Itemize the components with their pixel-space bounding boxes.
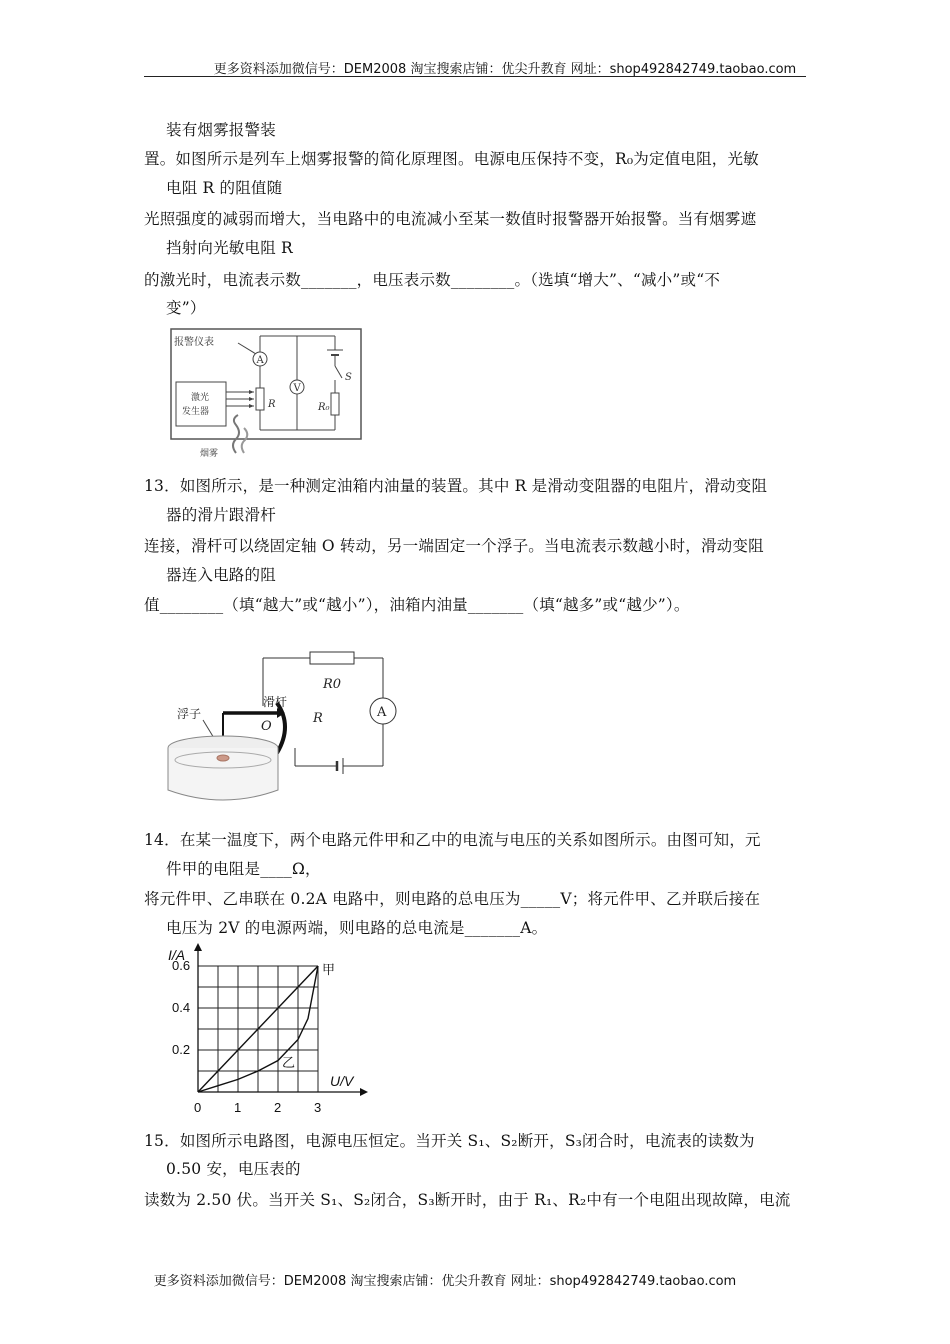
r0-label: R0	[323, 677, 342, 692]
x-tick-label: 1	[234, 1100, 242, 1115]
laser-label-2: 发生器	[182, 407, 210, 417]
voltmeter-label: V	[293, 383, 301, 394]
float-label: 浮子	[177, 707, 202, 721]
q15-line-3: 读数为 2.50 伏。当开关 S₁、S₂闭合，S₃断开时，由于 R₁、R₂中有一个电阻出现故障，电流	[144, 1191, 791, 1209]
x-axis-label: U/V	[330, 1073, 354, 1089]
x-tick-label: 3	[314, 1100, 322, 1115]
smoke-label: 烟雾	[200, 449, 219, 458]
q13-line-4: 器连入电路的阻	[166, 566, 276, 584]
x-tick-label: 0	[194, 1100, 202, 1115]
page-header: 更多资料添加微信号：DEM2008 淘宝搜索店铺：优尖升教育 网址：shop492842749.taobao.com	[213, 62, 797, 77]
float-icon	[217, 755, 229, 761]
q12-line-1: 装有烟雾报警装	[166, 121, 276, 139]
pivot-label: O	[261, 719, 272, 734]
series-label-yi: 乙	[282, 1055, 296, 1071]
series-label-jia: 甲	[322, 963, 336, 978]
q12-line-6: 的激光时，电流表示数_______，电压表示数________。（选填“增大”、“减小”或“不	[144, 271, 721, 289]
x-tick-label: 2	[274, 1100, 282, 1115]
resistor-r0	[331, 393, 339, 415]
resistor-r-label: R	[268, 399, 276, 410]
y-axis-label: I/A	[168, 947, 186, 963]
q12-line-5: 挡射向光敏电阻 R	[166, 239, 293, 257]
switch-label: S	[345, 372, 352, 383]
resistor-r-label: R	[313, 711, 323, 726]
page-footer: 更多资料添加微信号：DEM2008 淘宝搜索店铺：优尖升教育 网址：shop492842749.taobao.com	[153, 1274, 737, 1289]
q14-line-3: 将元件甲、乙串联在 0.2A 电路中，则电路的总电压为_____V；将元件甲、乙并联后接在	[144, 890, 761, 908]
header-divider	[144, 76, 806, 77]
photoresistor-r	[256, 388, 264, 410]
q12-line-2: 置。如图所示是列车上烟雾报警的简化原理图。电源电压保持不变，R₀为定值电阻，光敏	[144, 150, 759, 168]
iv-chart	[160, 940, 370, 1120]
meter-label: 报警仪表	[174, 337, 214, 348]
q13-line-2: 器的滑片跟滑杆	[166, 506, 276, 524]
ammeter-label: A	[256, 355, 264, 366]
q15-line-1: 15．如图所示电路图，电源电压恒定。当开关 S₁、S₂断开，S₃闭合时，电流表的读数为	[144, 1132, 755, 1150]
q13-line-5: 值________（填“越大”或“越小”），油箱内油量_______（填“越多”或“越少”）。	[144, 596, 690, 614]
laser-label-1: 激光	[191, 393, 210, 403]
q14-line-4: 电压为 2V 的电源两端，则电路的总电流是_______A。	[166, 919, 548, 937]
y-tick-label: 0.6	[172, 958, 191, 973]
q14-line-1: 14．在某一温度下，两个电路元件甲和乙中的电流与电压的关系如图所示。由图可知，元	[144, 831, 761, 849]
oil-tank-circuit-figure	[165, 648, 415, 808]
switch-symbol	[335, 366, 342, 378]
ammeter-label: A	[377, 705, 387, 720]
resistor-r0-label: R₀	[318, 402, 330, 413]
q12-line-4: 光照强度的减弱而增大，当电路中的电流减小至某一数值时报警器开始报警。当有烟雾遮	[144, 210, 757, 228]
laser-generator-box	[176, 382, 226, 426]
q12-line-7: 变”）	[166, 299, 206, 317]
smoke-icon	[233, 415, 239, 453]
q14-line-2: 件甲的电阻是____Ω，	[166, 860, 321, 878]
resistor-r0	[310, 652, 354, 664]
q15-line-2: 0.50 安，电压表的	[166, 1160, 301, 1178]
q13-line-3: 连接，滑杆可以绕固定轴 O 转动，另一端固定一个浮子。当电流表示数越小时，滑动变阻	[144, 537, 764, 555]
y-tick-label: 0.2	[172, 1042, 191, 1057]
x-axis-arrow	[360, 1088, 368, 1096]
rod-label: 滑杆	[263, 695, 288, 709]
q12-line-3: 电阻 R 的阻值随	[166, 179, 283, 197]
q13-line-1: 13．如图所示，是一种测定油箱内油量的装置。其中 R 是滑动变阻器的电阻片，滑动变阻	[144, 477, 768, 495]
smoke-alarm-circuit-figure	[170, 328, 365, 458]
y-tick-label: 0.4	[172, 1000, 191, 1015]
y-axis-arrow	[194, 943, 202, 951]
